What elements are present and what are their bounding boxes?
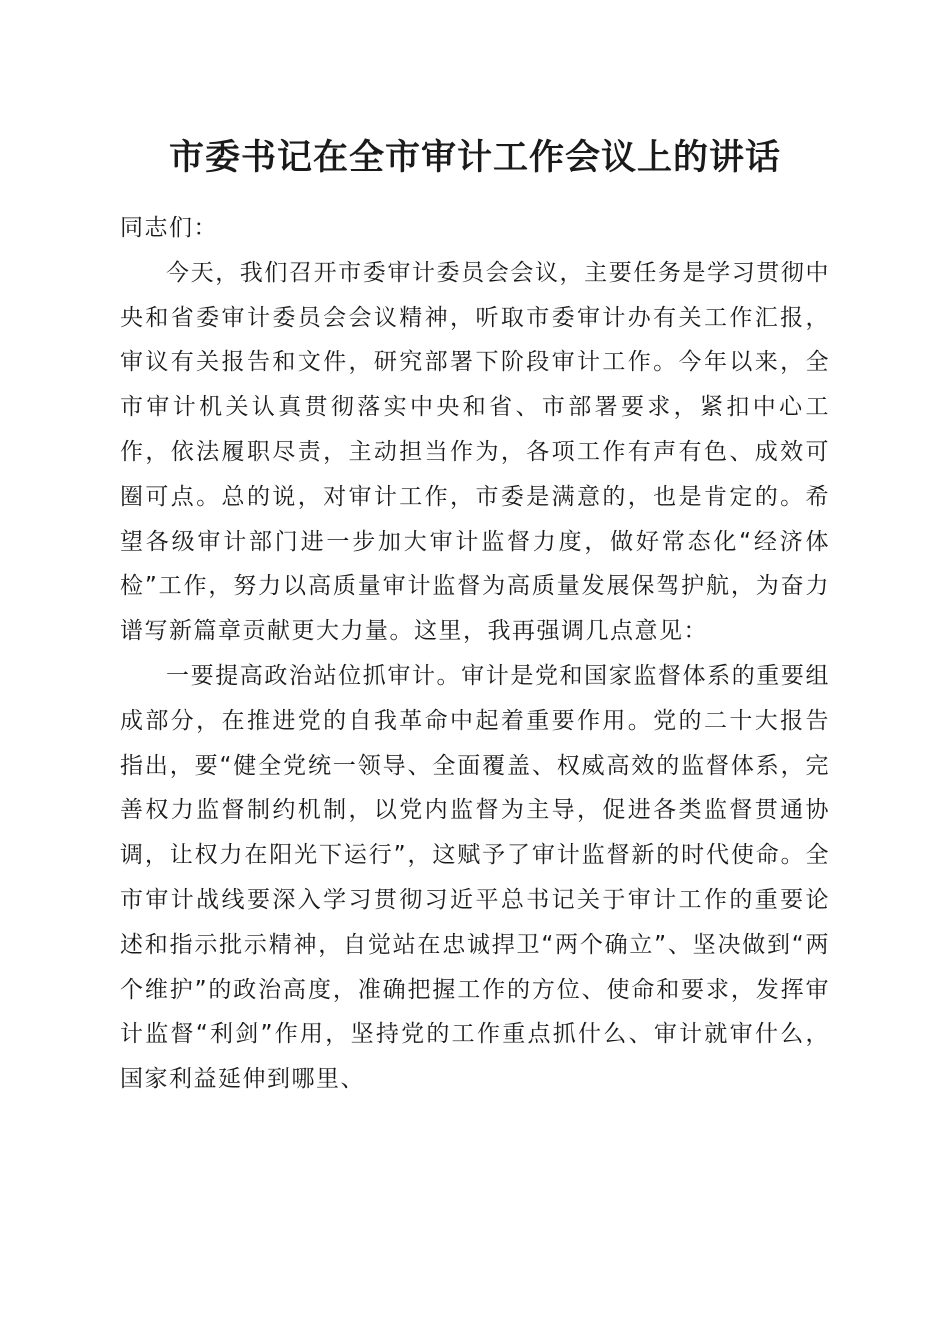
document-body [120, 206, 830, 1102]
paragraph-point-one: 一要提高政治站位抓审计。审计是党和国家监督体系的重要组成部分，在推进党的自我革命中起着重要作用。党的二十大报告指出，要“健全党统一领导、全面覆盖、权威高效的监督体系，完善权力监督制约机制，以党内监督为主导，促进各类监督贯通协调，让权力在阳光下运行”，这赋予了审计监督新的时代使命。全市审计战线要深入学习贯彻习近平总书记关于审计工作的重要论述和指示批示精神，自觉站在忠诚捍卫“两个确立”、坚决做到“两个维护”的政治高度，准确把握工作的方位、使命和要求，发挥审计监督“利剑”作用，坚持党的工作重点抓什么、审计就审什么，国家利益延伸到哪里、 [120, 662, 830, 1093]
paragraph-opening: 今天，我们召开市委审计委员会会议，主要任务是学习贯彻中央和省委审计委员会会议精神，听取市委审计办有关工作汇报，审议有关报告和文件，研究部署下阶段审计工作。今年以来，全市审计机关认真贯彻落实中央和省、市部署要求，紧扣中心工作，依法履职尽责，主动担当作为，各项工作有声有色、成效可圈可点。总的说，对审计工作，市委是满意的，也是肯定的。希望各级审计部门进一步加大审计监督力度，做好常态化“经济体检”工作，努力以高质量审计监督为高质量发展保驾护航，为奋力谱写新篇章贡献更大力量。这里，我再强调几点意见： [120, 259, 830, 645]
salutation: 同志们： [120, 215, 218, 241]
document-title: 市委书记在全市审计工作会议上的讲话 [168, 137, 781, 178]
